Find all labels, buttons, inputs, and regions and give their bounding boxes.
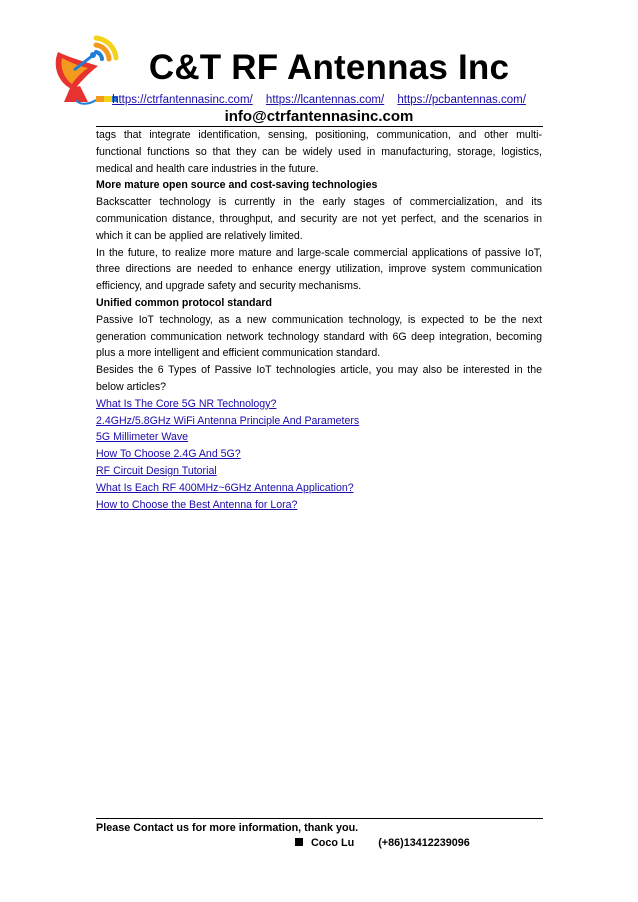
paragraph-related-intro: Besides the 6 Types of Passive IoT technologies article, you may also be interested in the below articles? xyxy=(96,364,542,393)
related-link-rf-antenna-application[interactable]: What Is Each RF 400MHz~6GHz Antenna Application? xyxy=(96,481,354,494)
header-links xyxy=(0,93,638,107)
company-name-text: C&T RF Antennas Inc xyxy=(148,48,510,87)
paragraph-passive-iot: Passive IoT technology, as a new communication technology, is expected to be the next generation communication network technology standard with 6G deep integration, becoming plus a more intelligent and efficient communication standard. xyxy=(96,313,542,360)
link-ctrfantennasinc[interactable]: https://ctrfantennasinc.com/ xyxy=(112,94,253,106)
contact-phone: (+86)13412239096 xyxy=(378,837,470,849)
link-lcantennas[interactable]: https://lcantennas.com/ xyxy=(265,94,385,106)
company-name xyxy=(0,48,638,88)
contact-email: info@ctrfantennasinc.com xyxy=(224,108,414,125)
related-link-lora-antenna[interactable]: How to Choose the Best Antenna for Lora? xyxy=(96,498,298,511)
paragraph-intro-continued: tags that integrate identification, sensing, positioning, communication, and other multi-functional functions so that they can be widely used in manufacturing, storage, logistics, medical and health care industries in the future. xyxy=(96,129,542,175)
heading-open-source: More mature open source and cost-saving technologies xyxy=(96,179,378,192)
article-body xyxy=(96,127,542,513)
contact-name: Coco Lu xyxy=(311,837,355,849)
paragraph-future: In the future, to realize more mature and large-scale commercial applications of passive IoT, three directions are needed to enhance energy utilization, improve system communication efficiency, and upgrade safety and security mechanisms. xyxy=(96,246,542,293)
related-link-wifi-antenna[interactable]: 2.4GHz/5.8GHz WiFi Antenna Principle And Parameters xyxy=(96,414,360,427)
paragraph-backscatter: Backscatter technology is currently in the early stages of commercialization, and its communication distance, throughput, and security are not yet perfect, and the scenarios in which it can be applied are relatively limited. xyxy=(96,196,542,242)
link-pcbantennas[interactable]: https://pcbantennas.com/ xyxy=(397,94,526,106)
related-link-5g-nr[interactable]: What Is The Core 5G NR Technology? xyxy=(96,397,277,410)
footer-divider xyxy=(96,818,543,819)
related-link-choose-24g-5g[interactable]: How To Choose 2.4G And 5G? xyxy=(96,448,241,461)
related-link-5g-mmwave[interactable]: 5G Millimeter Wave xyxy=(96,431,189,444)
contact-prompt: Please Contact us for more information, thank you. xyxy=(96,822,359,834)
square-bullet-icon xyxy=(295,838,303,846)
related-link-rf-circuit[interactable]: RF Circuit Design Tutorial xyxy=(96,464,217,477)
contact-line xyxy=(295,836,470,850)
heading-protocol-standard: Unified common protocol standard xyxy=(96,296,272,309)
